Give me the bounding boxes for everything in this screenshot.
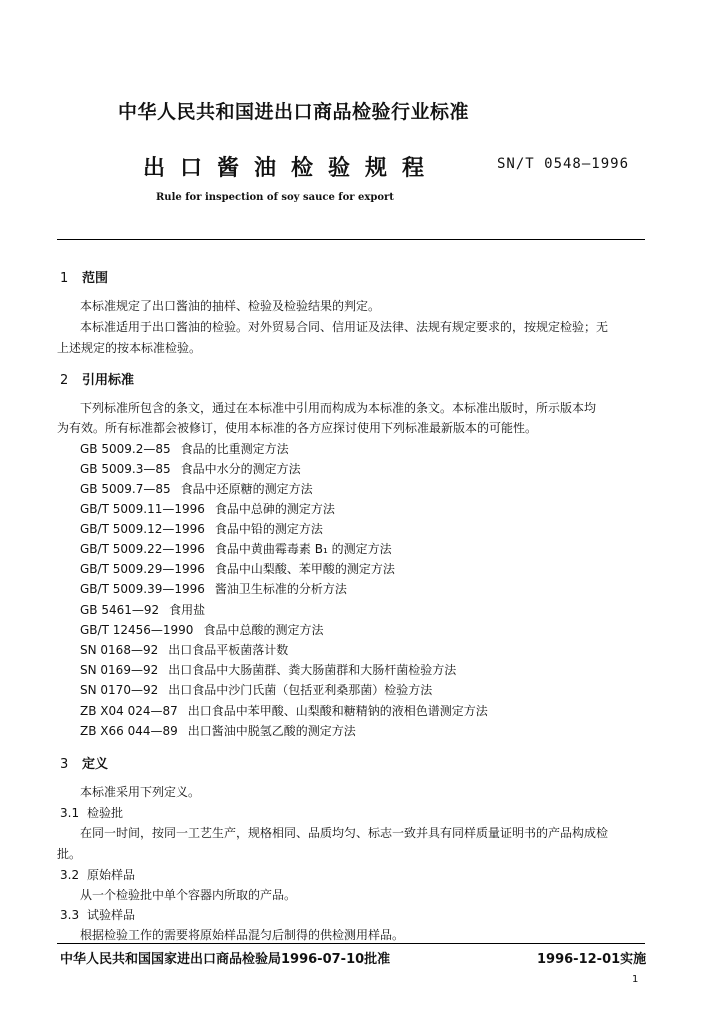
definition-text: 在同一时间，按同一工艺生产，规格相同、品质均匀、标志一致并具有同样质量证明书的产品构成检 bbox=[80, 826, 609, 840]
definition-3-2-heading bbox=[60, 866, 135, 883]
reference-code: GB/T 5009.11—1996 bbox=[80, 502, 205, 516]
reference-item bbox=[80, 480, 313, 497]
paragraph: 本标准规定了出口酱油的抽样、检验及检验结果的判定。 bbox=[80, 299, 381, 313]
reference-name: 出口食品中沙门氏菌（包括亚利桑那菌）检验方法 bbox=[168, 683, 433, 697]
reference-code: SN 0169—92 bbox=[80, 663, 159, 677]
reference-code: SN 0170—92 bbox=[80, 683, 159, 697]
reference-name: 出口食品平板菌落计数 bbox=[168, 643, 289, 657]
paragraph: 本标准采用下列定义。 bbox=[80, 785, 201, 799]
reference-name: 食品中总砷的测定方法 bbox=[214, 502, 335, 516]
reference-name: 食品中还原糖的测定方法 bbox=[180, 482, 313, 496]
reference-item bbox=[80, 460, 301, 477]
reference-name: 出口酱油中脱氢乙酸的测定方法 bbox=[187, 724, 356, 738]
definition-text: 批。 bbox=[57, 847, 82, 861]
reference-item bbox=[80, 722, 356, 739]
reference-code: ZB X04 024—87 bbox=[80, 704, 178, 718]
industry-standard-heading: 中华人民共和国进出口商品检验行业标准 bbox=[118, 101, 470, 123]
definition-text: 从一个检验批中单个容器内所取的产品。 bbox=[80, 888, 297, 902]
subsection-number: 3.2 bbox=[60, 868, 80, 882]
definition-term: 原始样品 bbox=[87, 868, 136, 882]
standard-code: SN/T 0548—1996 bbox=[497, 156, 630, 172]
definition-term: 检验批 bbox=[87, 806, 124, 820]
section-number: 2 bbox=[60, 373, 69, 388]
reference-item bbox=[80, 681, 432, 698]
page-number: 1 bbox=[632, 974, 639, 985]
section-1-heading bbox=[60, 267, 108, 286]
reference-item bbox=[80, 580, 347, 597]
section-title: 定义 bbox=[82, 757, 109, 772]
footer-divider bbox=[57, 943, 645, 944]
reference-name: 出口食品中苯甲酸、山梨酸和糖精钠的液相色谱测定方法 bbox=[187, 704, 488, 718]
reference-item bbox=[80, 440, 289, 457]
paragraph: 为有效。所有标准都会被修订，使用本标准的各方应探讨使用下列标准最新版本的可能性。 bbox=[57, 421, 538, 435]
reference-code: GB/T 5009.12—1996 bbox=[80, 522, 205, 536]
reference-item bbox=[80, 500, 335, 517]
reference-code: GB/T 5009.39—1996 bbox=[80, 582, 205, 596]
reference-code: GB/T 5009.22—1996 bbox=[80, 542, 205, 556]
reference-name: 食品中总酸的测定方法 bbox=[203, 623, 324, 637]
reference-name: 食品中黄曲霉毒素 B₁ 的测定方法 bbox=[214, 542, 392, 556]
approval-line: 中华人民共和国国家进出口商品检验局1996-07-10批准 bbox=[60, 952, 391, 967]
reference-name: 出口食品中大肠菌群、粪大肠菌群和大肠杆菌检验方法 bbox=[168, 663, 457, 677]
reference-item bbox=[80, 702, 488, 719]
section-2-heading bbox=[60, 369, 134, 388]
reference-code: GB/T 5009.29—1996 bbox=[80, 562, 205, 576]
paragraph: 本标准适用于出口酱油的检验。对外贸易合同、信用证及法律、法规有规定要求的，按规定检验；无 bbox=[80, 320, 609, 334]
reference-code: GB 5461—92 bbox=[80, 603, 160, 617]
reference-code: GB/T 12456—1990 bbox=[80, 623, 194, 637]
reference-item bbox=[80, 540, 392, 557]
reference-code: ZB X66 044—89 bbox=[80, 724, 178, 738]
section-title: 引用标准 bbox=[82, 373, 135, 388]
reference-item bbox=[80, 621, 323, 638]
reference-code: GB 5009.2—85 bbox=[80, 442, 171, 456]
definition-3-3-heading bbox=[60, 906, 135, 923]
paragraph: 下列标准所包含的条文，通过在本标准中引用而构成为本标准的条文。本标准出版时，所示版本均 bbox=[80, 401, 597, 415]
document-title: 出口酱油检验规程 bbox=[143, 156, 440, 181]
definition-term: 试验样品 bbox=[87, 908, 136, 922]
definition-3-1-heading bbox=[60, 804, 123, 821]
reference-name: 食品中山梨酸、苯甲酸的测定方法 bbox=[214, 562, 395, 576]
reference-code: GB 5009.7—85 bbox=[80, 482, 171, 496]
section-number: 1 bbox=[60, 271, 69, 286]
reference-item bbox=[80, 641, 288, 658]
header-divider bbox=[57, 239, 645, 240]
reference-item bbox=[80, 560, 395, 577]
section-3-heading bbox=[60, 753, 108, 772]
reference-item bbox=[80, 661, 456, 678]
reference-item bbox=[80, 520, 323, 537]
english-subtitle: Rule for inspection of soy sauce for export bbox=[156, 192, 394, 203]
subsection-number: 3.1 bbox=[60, 806, 80, 820]
reference-code: GB 5009.3—85 bbox=[80, 462, 171, 476]
subsection-number: 3.3 bbox=[60, 908, 80, 922]
reference-name: 食品的比重测定方法 bbox=[180, 442, 289, 456]
section-title: 范围 bbox=[82, 271, 109, 286]
reference-name: 食用盐 bbox=[169, 603, 206, 617]
reference-name: 食品中水分的测定方法 bbox=[180, 462, 301, 476]
paragraph: 上述规定的按本标准检验。 bbox=[57, 341, 202, 355]
reference-item bbox=[80, 601, 205, 618]
reference-name: 食品中铅的测定方法 bbox=[214, 522, 323, 536]
section-number: 3 bbox=[60, 757, 69, 772]
definition-text: 根据检验工作的需要将原始样品混匀后制得的供检测用样品。 bbox=[80, 928, 405, 942]
reference-code: SN 0168—92 bbox=[80, 643, 159, 657]
effective-date: 1996-12-01实施 bbox=[537, 952, 647, 967]
reference-name: 酱油卫生标准的分析方法 bbox=[214, 582, 347, 596]
